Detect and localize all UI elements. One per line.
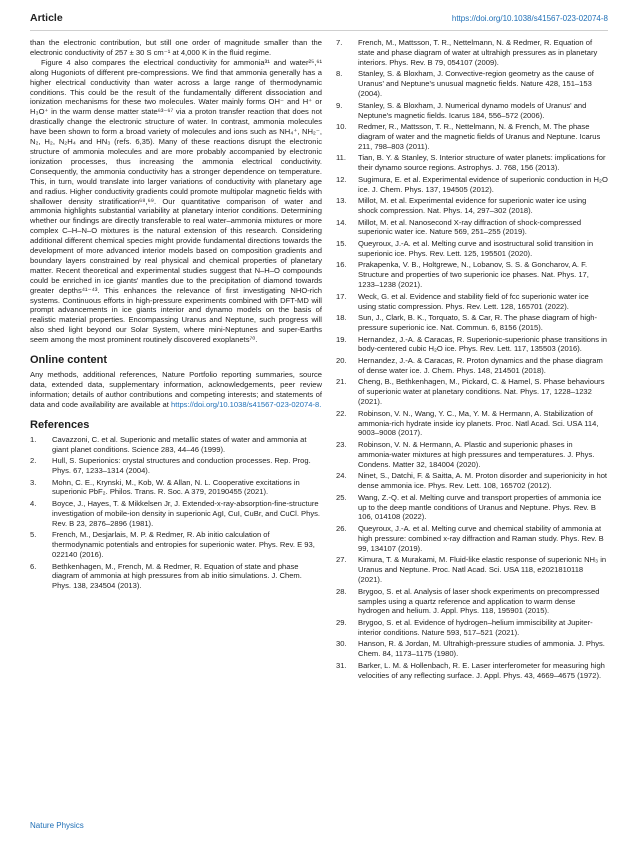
reference-number: 17. (336, 291, 347, 301)
reference-text: Queyroux, J.-A. et al. Melting curve and isostructural solid transition in superionic ice. Phys. Rev. Lett. 125, 195501 (2020). (358, 238, 594, 258)
reference-text: Ninet, S., Datchi, F. & Saitta, A. M. Proton disorder and superionicity in hot dense ammonia ice. Phys. Rev. Lett. 108, 165702 (2012). (358, 471, 608, 491)
reference-item (336, 122, 608, 152)
reference-item (336, 524, 608, 554)
reference-text: Tian, B. Y. & Stanley, S. Interior structure of water planets: implications for their dynamo source regions. Astrophys. J. 768, 156 (2013). (358, 153, 606, 173)
reference-number: 12. (336, 174, 347, 184)
reference-number: 4. (30, 498, 37, 508)
reference-number: 26. (336, 523, 347, 533)
doi-link[interactable]: https://doi.org/10.1038/s41567-023-02074-8 (451, 13, 608, 23)
reference-text: Hull, S. Superionics: crystal structures and conduction processes. Rep. Prog. Phys. 67, 1233–1314 (2004). (52, 456, 311, 476)
reference-number: 20. (336, 355, 347, 365)
reference-text: Hernandez, J.-A. & Caracas, R. Superionic-superionic phase transitions in body-centered cubic H₂O ice. Phys. Rev. Lett. 117, 135503 (2016). (358, 334, 608, 354)
reference-text: Hanson, R. & Jordan, M. Ultrahigh-pressure studies of ammonia. J. Phys. Chem. 84, 1173–1175 (1980). (358, 639, 605, 659)
reference-text: Barker, L. M. & Hollenbach, R. E. Laser interferometer for measuring high velocities of any reflecting surface. J. Appl. Phys. 43, 4669–4675 (1972). (358, 660, 605, 680)
reference-list-left (30, 435, 322, 592)
reference-number: 18. (336, 313, 347, 323)
online-content-heading: Online content (30, 354, 107, 367)
reference-text: Redmer, R., Mattsson, T. R., Nettelmann, N. & French, M. The phase diagram of water and the magnetic fields of Uranus and Neptune. Icarus 211, 798–803 (2011). (358, 122, 601, 151)
reference-number: 3. (30, 477, 37, 487)
reference-text: Sugimura, E. et al. Experimental evidence of superionic conduction in H₂O ice. J. Chem. Phys. 137, 194505 (2012). (358, 174, 608, 194)
reference-text: Brygoo, S. et al. Evidence of hydrogen–helium immiscibility at Jupiter-interior conditions. Nature 593, 517–521 (2021). (358, 617, 593, 637)
reference-text: French, M., Mattsson, T. R., Nettelmann, N. & Redmer, R. Equation of state and phase diagram of water at ultrahigh pressures as in planetary interiors. Phys. Rev. B 79, 054107 (2009). (358, 38, 598, 67)
reference-text: Cheng, B., Bethkenhagen, M., Pickard, C. & Hamel, S. Phase behaviours of superionic water at planetary conditions. Nat. Phys. 17, 1228–1232 (2021). (358, 377, 605, 407)
reference-item (336, 335, 608, 355)
reference-number: 11. (336, 153, 346, 163)
reference-item (336, 196, 608, 216)
reference-item (336, 377, 608, 407)
reference-item (336, 313, 608, 333)
body-text (30, 38, 322, 345)
reference-number: 7. (336, 38, 343, 47)
reference-number: 16. (336, 260, 347, 270)
reference-number: 24. (336, 471, 347, 481)
reference-text: Stanley, S. & Bloxham, J. Convective-region geometry as the cause of Uranus' and Neptune's unusual magnetic fields. Nature 428, 151–153 (2004). (358, 69, 594, 99)
reference-item (336, 639, 608, 659)
reference-number: 21. (336, 377, 347, 387)
reference-number: 27. (336, 555, 347, 565)
reference-item (336, 618, 608, 638)
reference-item (30, 562, 322, 592)
reference-item (336, 175, 608, 195)
reference-item (336, 153, 608, 173)
reference-text: Millot, M. et al. Nanosecond X-ray diffraction of shock-compressed superionic water ice. Nature 569, 251–255 (2019). (358, 217, 582, 237)
reference-item (30, 499, 322, 529)
page-header (30, 8, 608, 28)
reference-number: 29. (336, 617, 347, 627)
reference-text: Stanley, S. & Bloxham, J. Numerical dynamo models of Uranus' and Neptune's magnetic fields. Icarus 184, 556–572 (2006). (358, 100, 587, 120)
reference-number: 31. (336, 660, 347, 670)
online-content-body: Any methods, additional references, Nature Portfolio reporting summaries, source data, extended data, supplementary information, acknowledgements, peer review information; details of author contributions and competing interests; and statements of data and code availability are available at (30, 370, 322, 409)
reference-number: 15. (336, 238, 347, 248)
reference-number: 13. (336, 196, 347, 206)
reference-item (336, 356, 608, 376)
reference-number: 1. (30, 434, 37, 444)
reference-text: Cavazzoni, C. et al. Superionic and metallic states of water and ammonia at giant planet conditions. Science 283, 44–46 (1999). (52, 434, 307, 454)
reference-number: 6. (30, 561, 37, 571)
left-column (30, 38, 322, 838)
reference-number: 25. (336, 492, 347, 502)
reference-number: 23. (336, 439, 347, 449)
reference-item (336, 587, 608, 617)
reference-number: 28. (336, 586, 347, 596)
reference-number: 5. (30, 530, 37, 540)
reference-item (336, 260, 608, 290)
reference-text: Weck, G. et al. Evidence and stability field of fcc superionic water ice using static compression. Phys. Rev. Lett. 128, 165701 (2022). (358, 291, 589, 311)
header-divider (30, 30, 608, 31)
reference-list-right (336, 38, 608, 681)
paragraph-1: than the electronic contribution, but still one order of magnitude smaller than the electronic conductivity of 257 ± 30 S cm⁻¹ at 4,000 K in the fluid regime. (30, 38, 322, 57)
reference-item (336, 69, 608, 99)
reference-item (336, 493, 608, 523)
reference-text: Robinson, V. N. & Hermann, A. Plastic and superionic phases in ammonia-water mixtures at high pressures and temperatures. J. Phys. Condens. Matter 32, 184004 (2020). (358, 439, 595, 469)
online-content-text (30, 370, 322, 410)
reference-number: 30. (336, 639, 347, 649)
reference-number: 14. (336, 217, 347, 227)
reference-text: Queyroux, J.-A. et al. Melting curve and chemical stability of ammonia at high pressure: combined x-ray diffraction and Raman study. Phys. Rev. B 99, 134107 (2019). (358, 523, 604, 553)
reference-item (30, 435, 322, 455)
reference-item (336, 239, 608, 259)
reference-item (30, 456, 322, 476)
reference-item (336, 101, 608, 121)
reference-item (30, 478, 322, 498)
article-label: Article (30, 12, 63, 24)
references-heading: References (30, 418, 90, 431)
reference-number: 9. (336, 100, 343, 110)
reference-text: Brygoo, S. et al. Analysis of laser shock experiments on precompressed samples using a quartz reference and application to warm dense hydrogen and helium. J. Appl. Phys. 118, 195901 (2015). (358, 586, 600, 616)
reference-item (336, 440, 608, 470)
reference-number: 22. (336, 408, 347, 418)
reference-item (336, 409, 608, 439)
reference-text: Prakapenka, V. B., Holtgrewe, N., Lobanov, S. S. & Goncharov, A. F. Structure and properties of two superionic ice phases. Nat. Phys. 17, 1233–1238 (2021). (358, 260, 589, 290)
reference-text: Kimura, T. & Murakami, M. Fluid-like elastic response of superionic NH₃ in Uranus and Neptune. Proc. Natl Acad. Sci. USA 118, e2021810118 (2021). (358, 555, 607, 585)
reference-item (336, 471, 608, 491)
reference-text: Boyce, J., Hayes, T. & Mikkelsen Jr, J. Extended-x-ray-absorption-fine-structure investigation of mobile-ion density in superionic AgI, CuI, CuBr, and CuCl. Phys. Rev. B 23, 2876–2896 (1981). (52, 498, 321, 528)
reference-item (336, 661, 608, 681)
reference-number: 19. (336, 334, 347, 344)
journal-footer: Nature Physics (30, 821, 84, 830)
reference-text: French, M., Desjarlais, M. P. & Redmer, R. Ab initio calculation of thermodynamic potentials and entropies for superionic water. Phys. Rev. E 93, 022140 (2016). (52, 530, 315, 560)
reference-item (336, 218, 608, 238)
reference-text: Millot, M. et al. Experimental evidence for superionic water ice using shock compression. Nat. Phys. 14, 297–302 (2018). (358, 196, 587, 216)
reference-number: 8. (336, 69, 343, 79)
reference-text: Sun, J., Clark, B. K., Torquato, S. & Car, R. The phase diagram of high-pressure superionic ice. Nat. Commun. 6, 8156 (2015). (358, 313, 598, 332)
online-content-link[interactable]: https://doi.org/10.1038/s41567-023-02074-8. (171, 399, 322, 409)
paragraph-2: Figure 4 also compares the electrical conductivity for ammonia³¹ and water²⁵,⁶¹ along Hugoniots of different pre-compressions. We find that ammonia generally has a higher electrical conductivity than water across a large range of thermodynamic conditions. This could be the result of the fundamentally different dissociation and ionization mechanisms for these two molecules. Water mainly forms OH⁻ and H⁺ or H₃O⁺ in the warm dense matter state⁶³⁻⁶⁷ via a proton transfer reaction that does not drastically change the electronic structure of water. In contrast, ammonia molecules have been shown to form a broad variety of molecules and ions such as NH₄⁺, NH₂⁻, N₂, H₂, N₂H₄ and HN₃ (refs. 6,35). Many of these reactions disrupt the electronic structure of ammonia molecules and are more probably accompanied by electronic ionization processes, thus increasing the ammonia electrical conductivity. Consequently, the ammonia conductivity has a stronger dependence on temperature. This, in turn, would translate into larger variations of conductivity with planetary age and radius. Higher conductivity gradients could promote multipolar magnetic fields with shallower density stratification⁶⁸,⁶⁹. Our quantitative comparison of water and ammonia highlights substantial variability at planetary interior conditions. Determining whether our findings are directly transferable to real water–ammonia mixtures or more complex C–H–N–O mixtures is the natural extension of this research. Considering additional different chemical species might provide fundamental directions towards the development of more advanced interior models based on composition gradients and boundary layers constrained by real physical and chemical properties of planetary matter. Recent theoretical and experimental studies suggest that N–H–O compounds could be enriched in ice giants' mantles due to the precipitation of diamond towards greater depths⁴¹⁻⁴³. This enhances the relevance of first investigating NHO-rich systems. Continuous efforts in high-pressure experiments combined with DFT-MD will prompt advancements in ice giants interior and dynamo models on the basis of realistic material properties. Encompassing Uranus and Neptune, such progress will also shed light beyond our Solar System, where mini-Neptunes and super-Earths seem among the most prominent routinely discovered exoplanets⁷⁰. (30, 57, 322, 345)
reference-item (30, 530, 322, 560)
reference-text: Wang, Z.-Q. et al. Melting curve and transport properties of ammonia ice up to the deep mantle conditions of Uranus and Neptune. Phys. Rev. B 106, 014108 (2022). (358, 492, 602, 522)
reference-item (336, 292, 608, 312)
reference-item (336, 555, 608, 585)
reference-text: Bethkenhagen, M., French, M. & Redmer, R. Equation of state and phase diagram of ammonia at high pressures from ab initio simulations. J. Chem. Phys. 138, 234504 (2013). (52, 561, 302, 591)
reference-item (336, 38, 608, 68)
right-column (336, 38, 608, 838)
reference-number: 2. (30, 456, 37, 466)
reference-text: Mohn, C. E., Krynski, M., Kob, W. & Allan, N. L. Cooperative excitations in superionic PbF₂. Philos. Trans. R. Soc. A 379, 20190455 (2021). (52, 477, 300, 497)
reference-number: 10. (336, 122, 347, 132)
reference-text: Robinson, V. N., Wang, Y. C., Ma, Y. M. & Hermann, A. Stabilization of ammonia-rich hydrate inside icy planets. Proc. Natl Acad. Sci. USA 114, 9003–9008 (2017). (358, 408, 599, 438)
reference-text: Hernandez, J.-A. & Caracas, R. Proton dynamics and the phase diagram of dense water ice. J. Chem. Phys. 148, 214501 (2018). (358, 355, 603, 375)
